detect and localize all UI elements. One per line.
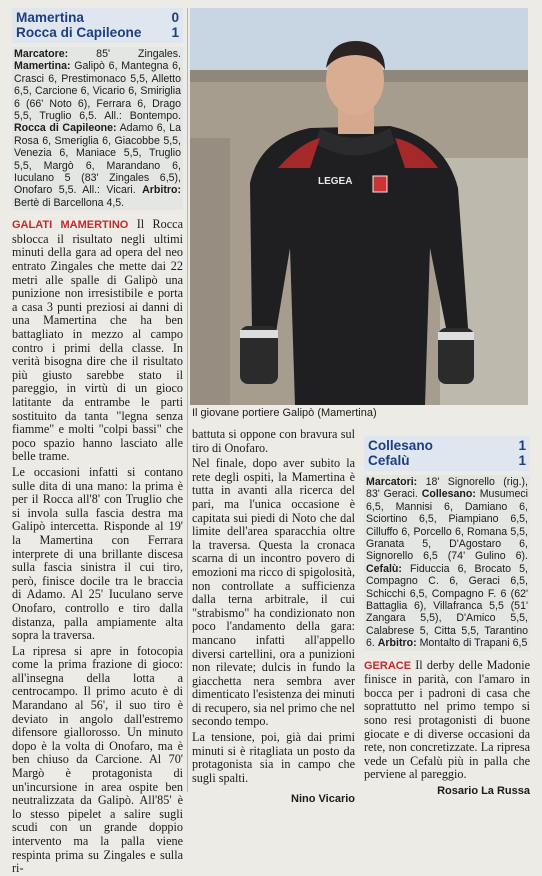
team-home-score-2: 1 bbox=[518, 438, 526, 453]
score-row-home-2 bbox=[368, 438, 526, 453]
article1-paragraph-3: La ripresa si apre in fotocopia come la prima frazione di gioco: all'insegna della lotta a centrocampo. Il primo acuto è di Marandano al 56', il suo tiro è deviato in angolo dall'estremo difensore giallorosso. Un minuto dopo è la volta di Onofaro, ma è ben chiuso da Carcione. Al 70' Margò è protagonista di un'incursione in area ospite ben neutralizzata da Galipò. All'85' è lo stesso pipelet a salire sugli scudi con un grande doppio intervento ma la palla viene respinta prima su Zingales e sulla ri- bbox=[12, 643, 183, 876]
goalkeeper-photo bbox=[190, 8, 528, 405]
goalkeeper-figure bbox=[190, 8, 528, 405]
article1-continuation-1: battuta si oppone con bravura sul tiro di Onofaro. bbox=[192, 427, 355, 455]
article1-continuation-3: La tensione, poi, già dai primi minuti si è ritagliata un posto da protagonista sia in campo che sugli spalti. bbox=[192, 730, 355, 785]
shirt-logo: LEGEA bbox=[318, 176, 353, 187]
middle-column bbox=[192, 427, 355, 806]
article1-paragraph-2: Le occasioni infatti si contano sulle dita di una mano: la prima è per il Rocca all'8' con Truglio che si invola sulla fascia destra ma Galipò intercetta. Risponde al 19' la Mamertina con Ferrara interprete di una brillante discesa sulla fascia sinistra il cui tiro, però, finisce docile tra le braccia di Adamo. Al 25' Iuculano serve Onofaro, controllo e tiro dalla distanza, palla ampiamente alta sopra la traversa. bbox=[12, 464, 183, 643]
team-away-score-2: 1 bbox=[518, 453, 526, 468]
column-divider bbox=[187, 8, 188, 792]
article1-dateline: GALATI MAMERTINO bbox=[12, 219, 129, 232]
team-home-score: 0 bbox=[171, 10, 179, 25]
article2-text: GERACE Il derby delle Madonie finisce in parità, con l'amaro in bocca per i padroni di casa che soprattutto nel primo tempo si sono resi protagonisti di buone giocate e di diverse occasioni da rete, non concretizzate. La ripresa vede un Cefalù più in palla che perviene al pareggio. bbox=[364, 657, 530, 782]
team-home-name: Mamertina bbox=[16, 10, 84, 25]
article2-dateline: GERACE bbox=[364, 659, 412, 672]
scorebox-match2 bbox=[364, 436, 530, 471]
team-away-name: Rocca di Capileone bbox=[16, 25, 142, 40]
team-away-name-2: Cefalù bbox=[368, 453, 410, 468]
scorebox-match1 bbox=[12, 8, 183, 43]
article1-author: Nino Vicario bbox=[291, 793, 355, 806]
score-row-away bbox=[16, 25, 179, 40]
score-row-home bbox=[16, 10, 179, 25]
article1-paragraph-1: GALATI MAMERTINO Il Rocca sblocca il risultato negli ultimi minuti della gara ad opera del neo entrato Zingales che mette dai 22 metri alle spalle di Galipò una punizione non irresistibile e porta a casa 3 punti preziosi ai danni di una Mamertina che ha ben battagliato in mezzo al campo contro i primi della classe. In verità bisogna dire che il risultato più giusto sarebbe stato il pareggio, in virtù di un gioco latitante da entrambe le parti sostituito da tanta "legna senza fiamme" e molti "colpi bassi" che poco spazio hanno lasciato alle belle trame. bbox=[12, 217, 183, 464]
team-home-name-2: Collesano bbox=[368, 438, 433, 453]
match2-details: Marcatori: 18' Signorello (rig.), 83' Geraci. Collesano: Musumeci 6,5, Mannisi 6, Damiano 6, Sciortino 6,5, Piampiano 6,5, Cilluffo 6, Porcello 6, Romana 5,5, Granata 5, D'Agostaro 6, Signorello 6,5 (74' Gulino 6). Cefalù: Fiduccia 6, Brocato 5, Compagno C. 6, Geraci 6,5, Schicchi 6,5, Compagno F. 6 (62' Battaglia 6), Villafranca 5,5 (51' Zangara 5,5), D'Amico 5,5, Calabrese 5, Citta 5,5, Tarantino 6. Arbitro: Montalto di Trapani 6,5 bbox=[366, 476, 529, 650]
left-column bbox=[12, 8, 183, 876]
score-row-away-2 bbox=[368, 453, 526, 468]
match1-details: Marcatore: 85' Zingales. Mamertina: Galipò 6, Mantegna 6, Crasci 6, Prestimonaco 5,5, Alletto 6,5, Carcione 6, Vicario 6, Smiriglia 6 (66' Noto 6), Ferrara 6, Drago 5,5, Truglio 6,5. All.: Bontempo. Rocca di Capileone: Adamo 6, La Rosa 6, Smeriglia 6, Giacobbe 5,5, Venezia 6, Maniace 5,5, Truglio 5,5, Margò 6, Marandano 6, Iuculano 5 (83' Zingales 6,5), Onofaro 5,5. All.: Vicari. Arbitro: Bertè di Barcellona 4,5. bbox=[14, 48, 181, 209]
photo-caption: Il giovane portiere Galipò (Mamertina) bbox=[192, 407, 377, 419]
article2-author: Rosario La Russa bbox=[437, 785, 530, 798]
team-away-score: 1 bbox=[171, 25, 179, 40]
right-column bbox=[364, 436, 530, 798]
article1-continuation-2: Nel finale, dopo aver subito la rete degli ospiti, la Mamertina è tutta in avanti alla ricerca del pari, ma l'unica occasione è capitata sui piedi di Noto che dal limite dell'area sparacchia oltre la traversa. Questa la cronaca scarna di un incontro povero di emozioni ma ricco di spigolosità, non controllate a sufficienza dalla terna arbitrale, il cui "strabismo" ha condizionato non poco l'andamento della gara: mancano infatti all'appello diversi cartellini, ora a punizioni non rilevate; dulcis in fundo la giacchetta nera sembra aver dimenticato l'esistenza dei minuti di recupero, sia nel primo che nel secondo tempo. bbox=[192, 456, 355, 729]
